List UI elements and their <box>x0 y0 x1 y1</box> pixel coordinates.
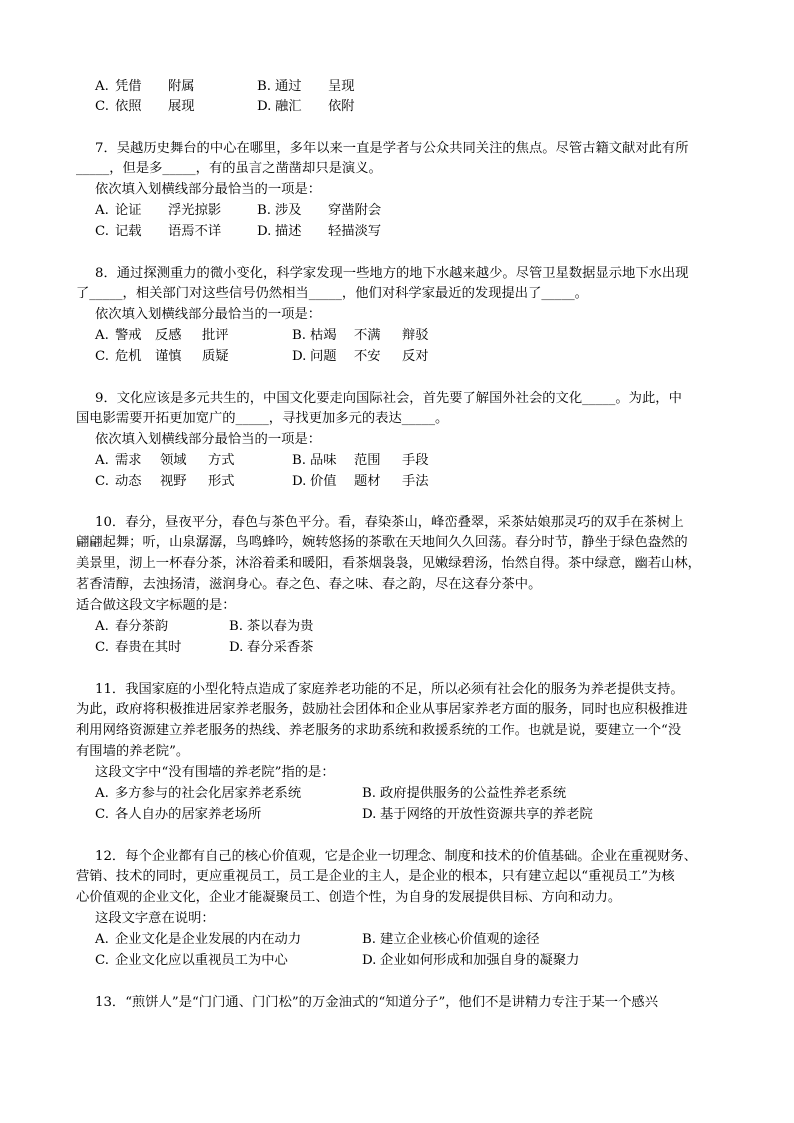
option-word: 手段 <box>402 453 429 468</box>
option-word: 企业文化应以重视员工为中心 <box>115 953 288 968</box>
q8-option-a <box>95 326 229 346</box>
q12-stem-line: 营销、技术的同时，更应重视员工，员工是企业的主人，是企业的根本，只有建立起以“重视员工”为核 <box>76 869 675 884</box>
option-letter: D. <box>292 349 307 364</box>
option-letter: B. <box>257 79 271 94</box>
option-letter: D. <box>257 224 272 239</box>
q8-stem-line: 了_____，相关部门对这些信号仍然相当_____，他们对科学家最近的发现提出了_____。 <box>76 286 588 301</box>
option-word: 通过 <box>275 79 302 94</box>
q11-prompt: 这段文字中“没有围墙的养老院”指的是： <box>95 765 335 780</box>
option-word: 方式 <box>208 453 235 468</box>
option-letter: C. <box>95 99 109 114</box>
q10-stem-line: 10．春分，昼夜平分，春色与茶色平分。看，春染茶山，峰峦叠翠，采茶姑娘那灵巧的双手在茶树上 <box>95 515 684 530</box>
option-letter: A. <box>95 453 109 468</box>
option-word: 批评 <box>202 328 229 343</box>
option-word: 领域 <box>160 453 187 468</box>
q12-option-d <box>362 951 579 971</box>
q11-stem-line: 为此，政府将积极推进居家养老服务，鼓励社会团体和企业从事居家养老方面的服务，同时也应积极推进 <box>76 702 688 717</box>
option-word: 呈现 <box>328 79 355 94</box>
q11-option-b <box>362 784 566 804</box>
option-word: 需求 <box>115 453 142 468</box>
q11-option-a <box>95 784 301 804</box>
option-word: 题材 <box>354 474 381 489</box>
option-word: 质疑 <box>202 349 229 364</box>
option-word: 论证 <box>115 203 142 218</box>
option-word: 谨慎 <box>155 349 182 364</box>
q7-option-a <box>95 201 221 221</box>
q10-prompt: 适合做这段文字标题的是： <box>76 598 236 613</box>
option-word: 穿凿附会 <box>328 203 382 218</box>
option-word: 反感 <box>155 328 182 343</box>
option-word: 记载 <box>115 224 142 239</box>
q13-stem-line: 13．“煎饼人”是“门门通、门门松”的万金油式的“知道分子”，他们不是讲精力专注于某一个感兴 <box>95 995 658 1010</box>
option-letter: A. <box>95 203 109 218</box>
option-word: 轻描淡写 <box>328 224 382 239</box>
q8-option-c <box>95 347 229 367</box>
q7-option-d <box>257 222 381 242</box>
option-letter: D. <box>257 99 272 114</box>
option-word: 警戒 <box>115 328 142 343</box>
q12-option-a <box>95 930 301 950</box>
option-word: 手法 <box>402 474 429 489</box>
option-word: 价值 <box>310 474 337 489</box>
option-letter: C. <box>95 953 109 968</box>
option-letter: D. <box>362 807 377 822</box>
option-letter: C. <box>95 349 109 364</box>
q10-option-c <box>95 638 181 658</box>
option-letter: B. <box>362 786 376 801</box>
q11-option-d <box>362 805 593 825</box>
option-word: 春分采香茶 <box>247 640 314 655</box>
option-word: 企业文化是企业发展的内在动力 <box>115 932 302 947</box>
option-word: 范围 <box>354 453 381 468</box>
option-word: 展现 <box>168 99 195 114</box>
q10-option-a <box>95 617 168 637</box>
q11-stem-line: 有围墙的养老院”。 <box>76 744 190 759</box>
option-word: 多方参与的社会化居家养老系统 <box>115 786 302 801</box>
q9-option-c <box>95 472 235 492</box>
q9-option-a <box>95 451 235 471</box>
q7-stem-line: 7．吴越历史舞台的中心在哪里，多年以来一直是学者与公众共同关注的焦点。尽管古籍文献对此有所 <box>95 141 689 156</box>
option-word: 辩驳 <box>402 328 429 343</box>
q12-stem-line: 心价值观的企业文化，企业才能凝聚员工、创造个性，为自身的发展提供目标、方向和动力。 <box>76 890 622 905</box>
option-word: 各人自办的居家养老场所 <box>115 807 262 822</box>
option-word: 语焉不详 <box>168 224 222 239</box>
option-word: 视野 <box>160 474 187 489</box>
option-word: 春分茶韵 <box>115 619 169 634</box>
q9-option-b <box>292 451 429 471</box>
q6-option-c <box>95 97 195 117</box>
option-letter: C. <box>95 224 109 239</box>
option-word: 附属 <box>168 79 195 94</box>
option-word: 浮光掠影 <box>168 203 222 218</box>
q6-option-d <box>257 97 355 117</box>
option-word: 问题 <box>310 349 337 364</box>
option-letter: B. <box>292 453 306 468</box>
q10-option-b <box>229 617 313 637</box>
option-letter: A. <box>95 786 109 801</box>
option-letter: A. <box>95 328 109 343</box>
q9-option-d <box>292 472 429 492</box>
option-word: 企业如何形成和加强自身的凝聚力 <box>380 953 580 968</box>
option-word: 政府提供服务的公益性养老系统 <box>380 786 567 801</box>
option-letter: B. <box>292 328 306 343</box>
option-word: 依附 <box>328 99 355 114</box>
q10-stem-line: 茗香清醇，去浊扬清，滋润身心。春之色、春之味、春之韵，尽在这春分茶中。 <box>76 577 542 592</box>
option-letter: B. <box>362 932 376 947</box>
q12-prompt: 这段文字意在说明： <box>95 911 215 926</box>
option-letter: A. <box>95 619 109 634</box>
option-letter: B. <box>257 203 271 218</box>
option-word: 涉及 <box>275 203 302 218</box>
option-word: 动态 <box>115 474 142 489</box>
option-word: 枯竭 <box>310 328 337 343</box>
q11-option-c <box>95 805 261 825</box>
q11-stem-line: 11．我国家庭的小型化特点造成了家庭养老功能的不足，所以必须有社会化的服务为养老提供支持。 <box>95 682 684 697</box>
q8-prompt: 依次填入划横线部分最恰当的一项是： <box>95 307 322 322</box>
option-letter: A. <box>95 932 109 947</box>
q9-stem-line: 国电影需要开拓更加宽广的_____，寻找更加多元的表达_____。 <box>76 411 449 426</box>
q10-stem-line: 美景里，沏上一杯春分茶，沐浴着柔和暖阳，看茶烟袅袅，见嫩绿碧汤，怡然自得。茶中绿意，幽若山林， <box>76 556 701 571</box>
option-word: 建立企业核心价值观的途径 <box>380 932 540 947</box>
option-letter: D. <box>362 953 377 968</box>
option-word: 反对 <box>402 349 429 364</box>
option-letter: B. <box>229 619 243 634</box>
option-letter: C. <box>95 640 109 655</box>
option-letter: C. <box>95 474 109 489</box>
option-word: 基于网络的开放性资源共享的养老院 <box>380 807 593 822</box>
option-word: 危机 <box>115 349 142 364</box>
option-letter: D. <box>229 640 244 655</box>
option-word: 品味 <box>310 453 337 468</box>
q11-stem-line: 利用网络资源建立养老服务的热线、养老服务的求助系统和救援系统的工作。也就是说，要建立一个“没 <box>76 723 682 738</box>
q10-stem-line: 翩翩起舞；听，山泉潺潺，鸟鸣蜂吟，婉转悠扬的茶歌在天地间久久回荡。春分时节，静坐于绿色盎然的 <box>76 535 688 550</box>
option-word: 茶以春为贵 <box>247 619 314 634</box>
q8-option-b <box>292 326 429 346</box>
option-word: 不安 <box>354 349 381 364</box>
option-letter: D. <box>292 474 307 489</box>
option-word: 不满 <box>354 328 381 343</box>
q10-option-d <box>229 638 313 658</box>
q8-stem-line: 8．通过探测重力的微小变化，科学家发现一些地方的地下水越来越少。尽管卫星数据显示地下水出现 <box>95 266 689 281</box>
option-word: 依照 <box>115 99 142 114</box>
option-word: 融汇 <box>275 99 302 114</box>
q6-option-a <box>95 77 195 97</box>
option-word: 春贵在其时 <box>115 640 182 655</box>
q7-option-c <box>95 222 221 242</box>
option-letter: A. <box>95 79 109 94</box>
option-word: 凭借 <box>115 79 142 94</box>
option-word: 描述 <box>275 224 302 239</box>
q7-stem-line: _____，但是多_____，有的虽言之凿凿却只是演义。 <box>76 161 382 176</box>
q12-option-b <box>362 930 540 950</box>
q12-stem-line: 12．每个企业都有自己的核心价值观，它是企业一切理念、制度和技术的价值基础。企业在重视财务、 <box>95 849 697 864</box>
q7-option-b <box>257 201 381 221</box>
q6-option-b <box>257 77 355 97</box>
q12-option-c <box>95 951 288 971</box>
q8-option-d <box>292 347 429 367</box>
option-word: 形式 <box>208 474 235 489</box>
q7-prompt: 依次填入划横线部分最恰当的一项是： <box>95 182 322 197</box>
q9-prompt: 依次填入划横线部分最恰当的一项是： <box>95 432 322 447</box>
q9-stem-line: 9．文化应该是多元共生的，中国文化要走向国际社会，首先要了解国外社会的文化_____。为此，中 <box>95 391 682 406</box>
option-letter: C. <box>95 807 109 822</box>
